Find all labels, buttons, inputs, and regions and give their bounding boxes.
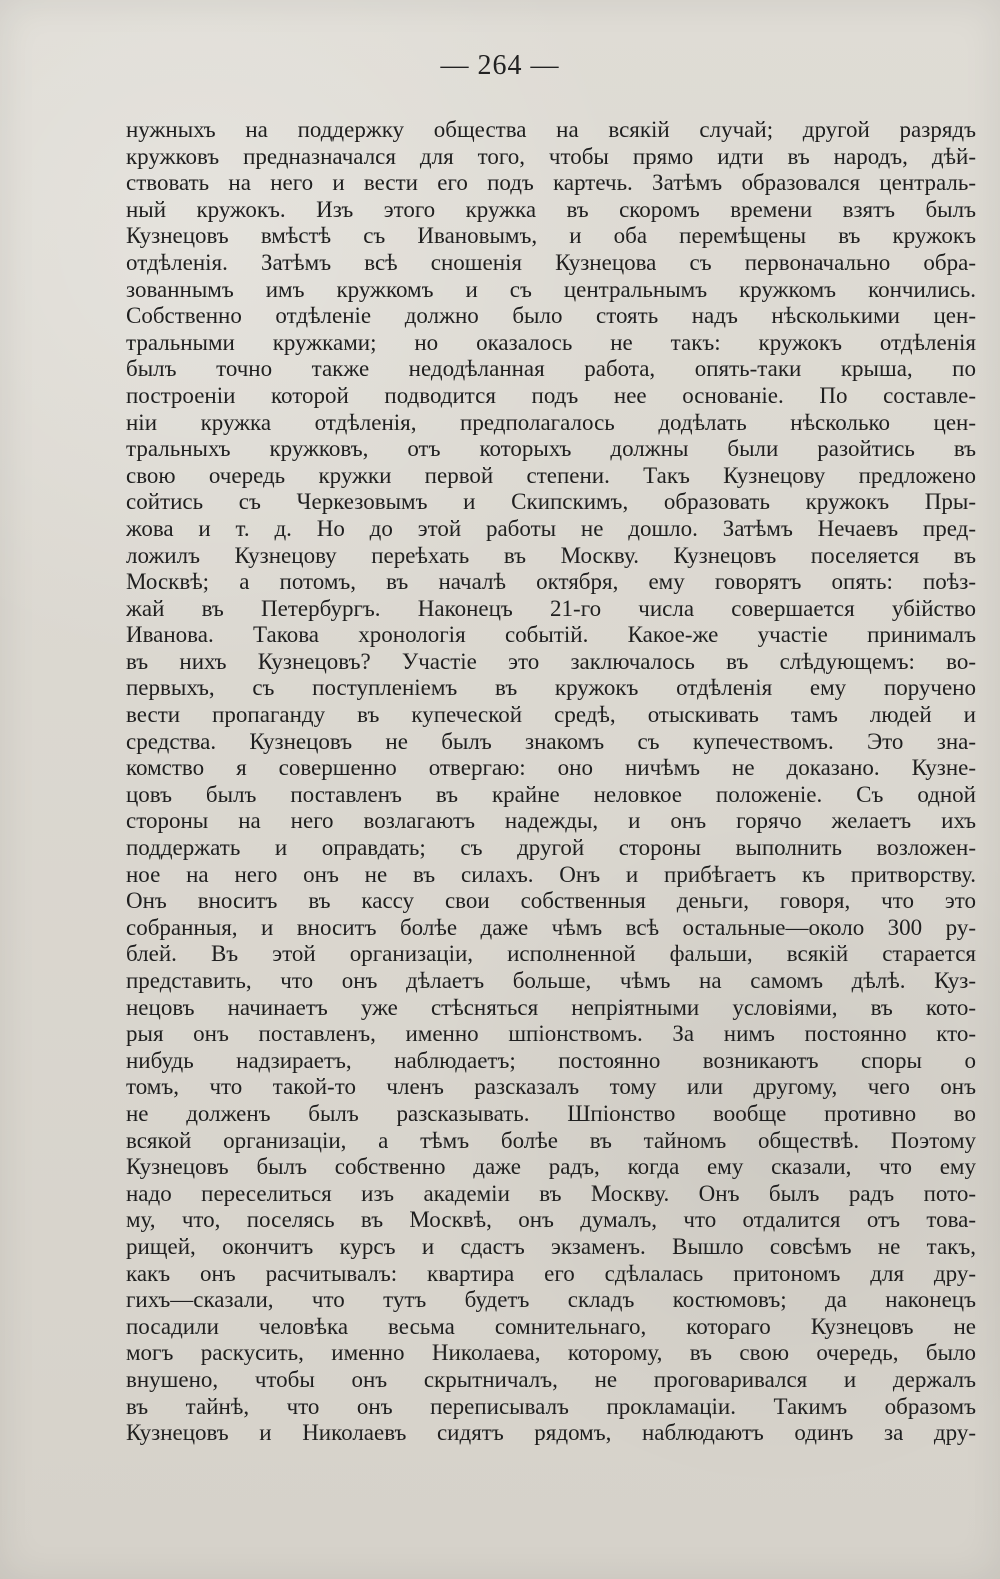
text-line: жова и т. д. Но до этой работы не дошло. Затѣмъ Нечаевъ пред-: [126, 515, 976, 541]
text-line: рищей, окончитъ курсъ и сдастъ экзаменъ. Вышло совсѣмъ не такъ,: [126, 1233, 976, 1259]
text-line: сойтись съ Черкезовымъ и Скипскимъ, образовать кружокъ Пры-: [126, 489, 976, 515]
text-line: отдѣленія. Затѣмъ всѣ сношенія Кузнецова съ первоначально обра-: [126, 249, 976, 275]
text-line: Кузнецовъ вмѣстѣ съ Ивановымъ, и оба перемѣщены въ кружокъ: [126, 223, 976, 249]
text-line: вести пропаганду въ купеческой средѣ, отыскивать тамъ людей и: [126, 702, 976, 728]
text-line: зованнымъ имъ кружкомъ и съ центральнымъ кружкомъ кончились.: [126, 276, 976, 302]
text-line: свою очередь кружки первой степени. Такъ Кузнецову предложено: [126, 462, 976, 488]
text-line: блей. Въ этой организаціи, исполненной фальши, всякій старается: [126, 941, 976, 967]
text-line: первыхъ, съ поступленіемъ въ кружокъ отдѣленія ему поручено: [126, 675, 976, 701]
text-line: не долженъ былъ разсказывать. Шпіонство вообще противно во: [126, 1100, 976, 1126]
text-line: внушено, чтобы онъ скрытничалъ, не проговаривался и держалъ: [126, 1366, 976, 1392]
text-line: ный кружокъ. Изъ этого кружка въ скоромъ времени взятъ былъ: [126, 196, 976, 222]
text-line: надо переселиться изъ академіи въ Москву. Онъ былъ радъ пото-: [126, 1180, 976, 1206]
text-line: рыя онъ поставленъ, именно шпіонствомъ. За нимъ постоянно кто-: [126, 1021, 976, 1047]
text-line: былъ точно также недодѣланная работа, опять-таки крыша, по: [126, 356, 976, 382]
text-line: жай въ Петербургъ. Наконецъ 21-го числа совершается убійство: [126, 595, 976, 621]
text-line: средства. Кузнецовъ не былъ знакомъ съ купечествомъ. Это зна-: [126, 728, 976, 754]
text-line: Иванова. Такова хронологія событій. Какое-же участіе принималъ: [126, 622, 976, 648]
text-line: нибудь надзираетъ, наблюдаетъ; постоянно возникаютъ споры о: [126, 1047, 976, 1073]
text-line: томъ, что такой-то членъ разсказалъ тому или другому, чего онъ: [126, 1074, 976, 1100]
text-line: представить, что онъ дѣлаетъ больше, чѣмъ на самомъ дѣлѣ. Куз-: [126, 968, 976, 993]
text-line: нецовъ начинаетъ уже стѣсняться непріятными условіями, въ кото-: [126, 994, 976, 1020]
text-line: нужныхъ на поддержку общества на всякій случай; другой разрядъ: [126, 117, 976, 142]
text-line: въ тайнѣ, что онъ переписывалъ прокламаціи. Такимъ образомъ: [126, 1393, 976, 1419]
text-line: посадили человѣка весьма сомнительнаго, котораго Кузнецовъ не: [126, 1313, 976, 1339]
page-number: — 264 —: [440, 50, 560, 81]
text-line: Москвѣ; а потомъ, въ началѣ октября, ему говорятъ опять: поѣз-: [126, 569, 976, 595]
text-line: цовъ былъ поставленъ въ крайне неловкое положеніе. Съ одной: [126, 781, 976, 807]
text-line: тральными кружками; но оказалось не такъ: кружокъ отдѣленія: [126, 329, 976, 355]
body-text: [126, 117, 976, 1557]
text-line: тральныхъ кружковъ, отъ которыхъ должны были разойтись въ: [126, 436, 976, 462]
text-line: гихъ—сказали, что тутъ будетъ складъ костюмовъ; да наконецъ: [126, 1287, 976, 1313]
text-line: ствовать на него и вести его подъ картечь. Затѣмъ образовался централь-: [126, 170, 976, 196]
text-line: поддержать и оправдать; съ другой стороны выполнить возложен-: [126, 835, 976, 861]
text-line: стороны на него возлагаютъ надежды, и онъ горячо желаетъ ихъ: [126, 808, 976, 834]
text-line: Онъ вноситъ въ кассу свои собственныя деньги, говоря, что это: [126, 888, 976, 914]
text-line: Собственно отдѣленіе должно было стоять надъ нѣсколькими цен-: [126, 303, 976, 329]
text-line: Кузнецовъ былъ собственно даже радъ, когда ему сказали, что ему: [126, 1154, 976, 1180]
text-line: въ нихъ Кузнецовъ? Участіе это заключалось въ слѣдующемъ: во-: [126, 648, 976, 674]
text-line: построеніи которой подводится подъ нее основаніе. По составле-: [126, 382, 976, 408]
text-line: Кузнецовъ и Николаевъ сидятъ рядомъ, наблюдаютъ одинъ за дру-: [126, 1420, 976, 1446]
text-line: ложилъ Кузнецову переѣхать въ Москву. Кузнецовъ поселяется въ: [126, 542, 976, 568]
text-line: кружковъ предназначался для того, чтобы прямо идти въ народъ, дѣй-: [126, 143, 976, 169]
text-line: му, что, поселясь въ Москвѣ, онъ думалъ, что отдалится отъ това-: [126, 1207, 976, 1233]
text-line: ніи кружка отдѣленія, предполагалось додѣлать нѣсколько цен-: [126, 409, 976, 435]
text-line: ное на него онъ не въ силахъ. Онъ и прибѣгаетъ къ притворству.: [126, 861, 976, 887]
text-line: всякой организаціи, а тѣмъ болѣе въ тайномъ обществѣ. Поэтому: [126, 1127, 976, 1153]
text-line: какъ онъ расчитывалъ: квартира его сдѣлалась притономъ для дру-: [126, 1260, 976, 1286]
text-line: собранныя, и вноситъ болѣе даже чѣмъ всѣ остальные—около 300 ру-: [126, 914, 976, 940]
text-line: комство я совершенно отвергаю: оно ничѣмъ не доказано. Кузне-: [126, 755, 976, 781]
text-line: могъ раскусить, именно Николаева, которому, въ свою очередь, было: [126, 1340, 976, 1366]
